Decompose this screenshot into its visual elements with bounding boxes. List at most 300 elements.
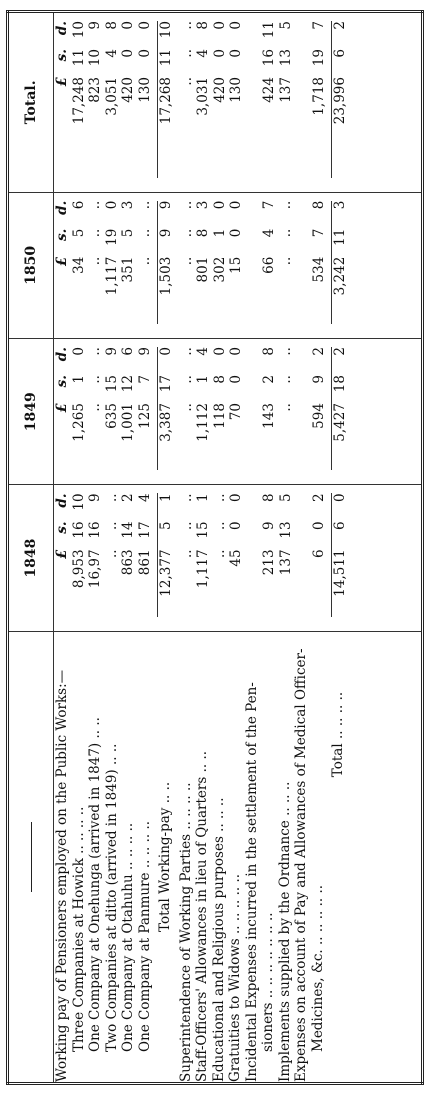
amount-cell-part: ..	[178, 375, 195, 384]
amount-cell-part: 3,031	[195, 77, 211, 116]
unit-label: d.	[54, 21, 70, 36]
subtotal-cell	[158, 13, 175, 192]
amount-cell-part: 1	[195, 493, 211, 503]
amount-cell-part: 0	[228, 375, 244, 384]
amount-cell-part: ..	[277, 403, 294, 412]
subtotal-cell-part: 0	[158, 347, 174, 356]
amount-cell	[212, 193, 229, 338]
units-row	[54, 339, 71, 484]
amount-cell-part: ..	[103, 521, 120, 531]
amount-cell-part: 10	[87, 49, 103, 67]
amount-cell-part: 70	[228, 403, 244, 421]
amount-cell-part: 137	[277, 77, 294, 103]
amount-cell-part: 130	[228, 77, 244, 103]
body-row	[54, 12, 423, 1084]
amount-cell-part: 0	[211, 21, 228, 30]
amount-cell	[120, 193, 137, 338]
amount-cell-part: 0	[228, 21, 244, 30]
amount-cell-part	[245, 493, 262, 521]
amount-cell-part: ..	[87, 403, 103, 412]
expense-item: sioners .. .. .. .. .. .. ..	[260, 912, 276, 1052]
subtotal-cell-part: 3,387	[158, 403, 174, 442]
amount-cell	[179, 339, 196, 484]
amount-cell-part: 0	[228, 49, 244, 58]
unit-label: d.	[54, 347, 70, 362]
amount-cell-part: 7	[136, 375, 153, 384]
amount-cell-part: 6	[70, 200, 87, 210]
amount-cell-part: 424	[261, 77, 277, 103]
amount-cell-part: 17,248	[70, 77, 87, 125]
amount-cell-part: 5	[277, 493, 294, 503]
expense-item: Medicines, &c. .. .. .. .. ..	[309, 884, 326, 1052]
amount-cell	[294, 339, 311, 484]
amount-cell	[311, 13, 328, 192]
amount-cell	[71, 193, 88, 338]
amount-cell	[311, 193, 328, 338]
amount-cell-part	[245, 201, 262, 229]
amount-cell-part	[245, 77, 262, 129]
column-total	[54, 12, 423, 193]
amount-cell-part: ..	[136, 228, 153, 238]
amount-cell-part: 635	[103, 403, 120, 429]
grand-total-cell	[332, 13, 349, 192]
amount-cell-part: 351	[120, 256, 136, 283]
amount-cell-part: 1,112	[195, 403, 211, 442]
grand-total-cell	[332, 193, 349, 338]
amount-cell-part: 10	[70, 21, 87, 39]
unit-label: £	[54, 549, 70, 559]
amount-cell-part: 13	[277, 521, 294, 539]
amount-cell-part: 9	[261, 521, 277, 531]
amount-cell-part: 1,265	[70, 403, 87, 442]
amount-cell-part: ..	[178, 77, 195, 86]
units-row	[54, 13, 71, 192]
amount-cell-part	[294, 403, 311, 455]
header-total: Total.	[8, 12, 54, 193]
amount-cell	[245, 193, 262, 338]
amount-cell-part: 1,718	[310, 77, 327, 116]
amount-cell	[278, 13, 295, 192]
amount-cell-part: 15	[103, 375, 120, 393]
amount-cell-part: 19	[103, 228, 120, 246]
subtotal-cell-part: 9	[158, 200, 174, 210]
amount-cell-part: ..	[178, 403, 195, 412]
expenditure-table	[6, 10, 424, 1085]
amount-cell	[195, 193, 212, 338]
amount-cell-part: 0	[136, 21, 153, 30]
amount-cell-part	[245, 549, 262, 601]
amount-cell-part: ..	[136, 256, 153, 266]
column-1849	[54, 339, 423, 485]
amount-cell	[104, 485, 121, 630]
amount-cell-part: 1,117	[103, 256, 120, 296]
amount-cell	[294, 13, 311, 192]
amount-cell-part: 0	[211, 347, 228, 356]
header-1850: 1850	[8, 192, 54, 338]
amount-cell-part: 594	[310, 403, 327, 429]
amount-cell	[228, 193, 245, 338]
amount-cell	[212, 485, 229, 630]
amount-cell-part	[245, 403, 262, 455]
amount-cell-part: 7	[261, 200, 277, 210]
amount-cell	[87, 193, 104, 338]
amount-cell-part: 12	[120, 375, 136, 393]
amount-cell-part: 3	[120, 200, 136, 210]
unit-label: s.	[54, 228, 70, 241]
amount-cell-part: 420	[120, 77, 136, 103]
expense-item: Superintendence of Working Parties .. .. .. ..	[177, 782, 194, 1082]
amount-cell-part: 863	[120, 549, 136, 576]
amount-cell-part	[245, 49, 262, 77]
amount-cell-part: 9	[136, 347, 153, 356]
amount-cell-part: 8	[195, 228, 211, 238]
subtotal-cell-part: 11	[158, 49, 174, 67]
amount-cell-part	[294, 201, 311, 229]
amount-cell-part: 0	[228, 521, 244, 531]
amount-cell-part: 0	[228, 493, 244, 503]
amount-cell-part: 8	[195, 21, 211, 30]
subtotal-cell-part: 1,503	[158, 256, 174, 296]
amount-cell	[195, 485, 212, 630]
amount-cell-part: 8	[261, 493, 277, 503]
amount-cell	[228, 339, 245, 484]
amount-cell-part	[294, 77, 311, 129]
amount-cell-part: 19	[310, 49, 327, 67]
amount-cell-part: 3,051	[103, 77, 120, 116]
unit-label: s.	[54, 521, 70, 534]
amount-cell	[179, 193, 196, 338]
amount-cell-part: 16	[70, 521, 87, 539]
amount-cell-part	[294, 375, 311, 403]
amount-cell-part: 16	[87, 521, 103, 539]
amount-cell-part	[245, 521, 262, 549]
amount-cell-part: 0	[228, 200, 244, 210]
working-pay-item: One Company at Panmure .. .. .. ..	[136, 820, 153, 1052]
amount-cell-part: 11	[261, 21, 277, 39]
grand-total-cell-part: 11	[332, 228, 348, 246]
amount-cell-part: ..	[178, 49, 195, 58]
amount-cell-part: 534	[310, 256, 327, 283]
amount-cell-part: 0	[228, 347, 244, 356]
expense-item: Educational and Religious purposes .. .. ..	[210, 797, 227, 1082]
amount-cell-part: 5	[70, 228, 87, 238]
amount-cell-part: 0	[310, 521, 327, 531]
unit-label: d.	[54, 493, 70, 508]
amount-cell-part: 7	[310, 228, 327, 238]
expense-item: Gratuities to Widows .. .. .. .. ..	[227, 873, 243, 1082]
amount-cell-part: 15	[195, 521, 211, 539]
subtotal-cell	[158, 193, 175, 338]
amount-cell	[278, 485, 295, 630]
amount-cell-part: 4	[195, 347, 211, 356]
header-1848: 1848	[8, 485, 54, 631]
amount-cell	[278, 193, 295, 338]
amount-cell-part: 6	[310, 549, 327, 559]
column-1850	[54, 192, 423, 338]
amount-cell-part	[294, 549, 311, 601]
column-1848	[54, 485, 423, 631]
amount-cell-part: ..	[178, 21, 195, 30]
amount-cell	[261, 339, 278, 484]
amount-cell-part: 2	[261, 375, 277, 384]
working-pay-heading: Working pay of Pensioners employed on the Public Works:—	[54, 669, 70, 1082]
header-1849: 1849	[8, 339, 54, 485]
amount-cell-part: ..	[211, 521, 228, 531]
amount-cell-part: 5	[120, 228, 136, 238]
amount-cell	[278, 339, 295, 484]
subtotal-cell-part: 17	[158, 375, 174, 393]
amount-cell-part: 1,001	[120, 403, 136, 442]
description-column	[54, 631, 423, 1083]
amount-cell-part: 9	[87, 493, 103, 503]
amount-cell-part: 0	[70, 347, 87, 356]
amount-cell	[87, 339, 104, 484]
amount-cell-part: ..	[277, 228, 294, 238]
amount-cell-part: 14	[120, 521, 136, 539]
amount-cell-part	[245, 229, 262, 257]
amount-cell-part: 9	[103, 347, 120, 356]
amount-cell-part: 0	[120, 21, 136, 30]
amount-cell-part: 823	[87, 77, 103, 103]
amount-cell-part: ..	[178, 200, 195, 210]
amount-cell-part	[294, 257, 311, 309]
amount-cell-part: 8	[310, 200, 327, 210]
expense-item: Staff-Officers' Allowances in lieu of Quarters .. ..	[194, 750, 210, 1082]
amount-cell-part: ..	[87, 200, 103, 210]
amount-cell-part	[245, 21, 262, 49]
amount-cell	[120, 485, 137, 630]
amount-cell-part: 16,97	[87, 549, 103, 589]
amount-cell-part: 4	[261, 228, 277, 238]
amount-cell-part: 3	[195, 200, 211, 210]
amount-cell-part: 0	[136, 49, 153, 58]
amount-cell-part: ..	[277, 375, 294, 384]
amount-cell-part	[294, 49, 311, 77]
amount-cell-part: 34	[70, 256, 87, 274]
grand-total-cell-part: 6	[332, 521, 348, 531]
grand-total-label: Total .. .. .. ..	[330, 691, 346, 778]
amount-cell-part: 45	[228, 549, 244, 567]
grand-total-cell-part: 18	[332, 375, 348, 393]
amount-cell-part: 9	[310, 375, 327, 384]
amount-cell	[71, 13, 88, 192]
amount-cell-part: 0	[228, 228, 244, 238]
subtotal-cell-part: 9	[158, 228, 174, 238]
subtotal-cell-part: 5	[158, 521, 174, 531]
amount-cell	[261, 193, 278, 338]
grand-total-cell	[332, 339, 349, 484]
amount-cell-part: 143	[261, 403, 277, 429]
amount-cell-part: 1	[195, 375, 211, 384]
amount-cell-part: 302	[211, 256, 228, 283]
amount-cell-part: 137	[277, 549, 294, 576]
amount-cell	[294, 485, 311, 630]
amount-cell-part: ..	[277, 347, 294, 356]
amount-cell-part	[245, 347, 262, 375]
amount-cell-part: ..	[103, 493, 120, 503]
amount-cell-part: 16	[261, 49, 277, 67]
amount-cell	[120, 339, 137, 484]
amount-cell	[104, 339, 121, 484]
amount-cell	[137, 339, 154, 484]
amount-cell-part: 861	[136, 549, 153, 576]
amount-cell-part	[245, 257, 262, 309]
amount-cell-part: 7	[310, 21, 327, 30]
amount-cell	[87, 13, 104, 192]
header-dash	[31, 822, 32, 892]
amount-cell-part: 801	[195, 256, 211, 283]
amount-cell	[245, 339, 262, 484]
amount-cell-part: 8	[211, 375, 228, 384]
subtotal-cell	[158, 339, 175, 484]
amount-cell-part: 4	[103, 49, 120, 58]
amount-cell-part: ..	[178, 256, 195, 266]
header-row	[8, 12, 54, 1084]
amount-cell-part	[294, 521, 311, 549]
amount-cell-part: ..	[103, 549, 120, 559]
amount-cell-part: ..	[136, 200, 153, 210]
amount-cell-part: 420	[211, 77, 228, 103]
amount-cell	[212, 339, 229, 484]
amount-cell	[120, 13, 137, 192]
amount-cell	[311, 339, 328, 484]
amount-cell	[245, 13, 262, 192]
amount-cell-part: ..	[277, 256, 294, 266]
working-pay-item: Three Companies at Howick .. .. .. ..	[70, 806, 87, 1052]
amount-cell-part: ..	[178, 521, 195, 531]
amount-cell-part: 0	[211, 200, 228, 210]
subtotal-cell-part: 1	[158, 493, 174, 503]
amount-cell-part: 9	[87, 21, 103, 30]
amount-cell-part: 6	[120, 347, 136, 356]
subtotal-cell-part: 12,377	[158, 549, 174, 597]
amount-cell-part: 4	[195, 49, 211, 58]
amount-cell-part: 2	[120, 493, 136, 503]
amount-cell-part: ..	[87, 256, 103, 266]
amount-cell-part	[294, 493, 311, 521]
unit-label: s.	[54, 375, 70, 388]
amount-cell-part: 4	[136, 493, 153, 503]
amount-cell	[87, 485, 104, 630]
amount-cell-part: 8	[103, 21, 120, 30]
amount-cell	[104, 13, 121, 192]
unit-label: d.	[54, 200, 70, 215]
amount-cell-part: 11	[70, 49, 87, 67]
grand-total-cell	[332, 485, 349, 630]
grand-total-cell-part: 14,511	[332, 549, 348, 597]
amount-cell	[195, 13, 212, 192]
amount-cell-part: 17	[136, 521, 153, 539]
amount-cell	[104, 193, 121, 338]
amount-cell	[137, 13, 154, 192]
amount-cell	[228, 13, 245, 192]
units-row	[54, 193, 71, 338]
expense-item: Expenses on account of Pay and Allowances of Medical Officer-	[293, 648, 309, 1082]
amount-cell-part: 66	[261, 256, 277, 274]
grand-total-cell-part: 5,427	[332, 403, 348, 442]
grand-total-cell-part: 0	[332, 493, 348, 503]
units-row	[54, 485, 71, 630]
amount-cell-part: ..	[277, 200, 294, 210]
amount-cell-part: 15	[228, 256, 244, 274]
amount-cell	[311, 485, 328, 630]
amount-cell-part: ..	[87, 375, 103, 384]
amount-cell-part: 10	[70, 493, 87, 511]
grand-total-cell-part: 2	[332, 21, 348, 30]
amount-cell-part: 13	[277, 49, 294, 67]
grand-total-cell-part: 3,242	[332, 256, 348, 296]
amount-cell-part: 8	[261, 347, 277, 356]
amount-cell-part: 5	[277, 21, 294, 30]
amount-cell-part: 8,953	[70, 549, 87, 589]
amount-cell	[245, 485, 262, 630]
amount-cell	[71, 485, 88, 630]
subtotal-cell-part: 17,268	[158, 77, 174, 125]
grand-total-cell-part: 2	[332, 347, 348, 356]
amount-cell-part: ..	[211, 493, 228, 503]
subtotal-cell-part: 10	[158, 21, 174, 39]
amount-cell-part: 0	[103, 200, 120, 210]
amount-cell-part	[294, 21, 311, 49]
unit-label: £	[54, 77, 70, 87]
amount-cell	[137, 485, 154, 630]
amount-cell	[228, 485, 245, 630]
amount-cell-part: 118	[211, 403, 228, 429]
unit-label: £	[54, 403, 70, 413]
amount-cell-part: ..	[178, 493, 195, 503]
grand-total-cell-part: 23,996	[332, 77, 348, 125]
amount-cell-part: 0	[211, 49, 228, 58]
grand-total-cell-part: 6	[332, 49, 348, 58]
amount-cell-part: ..	[87, 347, 103, 356]
amount-cell-part	[294, 347, 311, 375]
amount-cell-part: ..	[178, 228, 195, 238]
amount-cell-part	[245, 375, 262, 403]
amount-cell	[212, 13, 229, 192]
working-pay-item: Two Companies at ditto (arrived in 1849) .. ..	[103, 743, 120, 1052]
amount-cell	[294, 193, 311, 338]
header-blank	[8, 631, 54, 1083]
total-working-pay-label: Total Working-pay .. ..	[157, 781, 173, 933]
unit-label: s.	[54, 49, 70, 62]
amount-cell-part: 1,117	[195, 549, 211, 589]
grand-total-cell-part: 3	[332, 200, 348, 210]
amount-cell	[71, 339, 88, 484]
amount-cell	[261, 13, 278, 192]
amount-cell-part: 2	[310, 347, 327, 356]
expense-item: Incidental Expenses incurred in the settlement of the Pen-	[243, 682, 260, 1082]
amount-cell	[137, 193, 154, 338]
amount-cell-part: 2	[310, 493, 327, 503]
amount-cell-part: 0	[120, 49, 136, 58]
amount-cell	[179, 13, 196, 192]
amount-cell-part: 1	[70, 375, 87, 384]
amount-cell-part: 213	[261, 549, 277, 576]
unit-label: £	[54, 256, 70, 267]
amount-cell	[261, 485, 278, 630]
amount-cell-part: ..	[87, 228, 103, 238]
amount-cell-part: 1	[211, 228, 228, 238]
working-pay-item: One Company at Onehunga (arrived in 1847) .. ..	[87, 717, 103, 1052]
amount-cell	[179, 485, 196, 630]
working-pay-item: One Company at Otahuhu .. .. .. ..	[120, 822, 136, 1052]
amount-cell	[195, 339, 212, 484]
amount-cell-part: ..	[178, 549, 195, 559]
amount-cell-part	[294, 229, 311, 257]
expense-item: Implements supplied by the Ordnance .. .. ..	[276, 781, 293, 1082]
amount-cell-part: 130	[136, 77, 153, 103]
subtotal-cell	[158, 485, 175, 630]
